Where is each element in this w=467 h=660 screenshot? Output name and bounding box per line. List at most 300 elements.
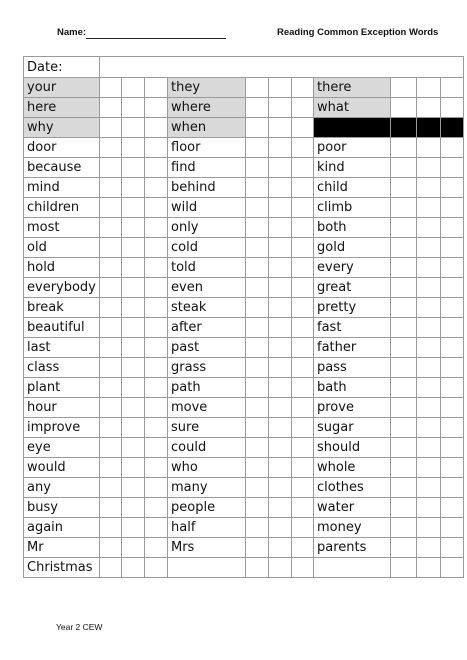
tick-box[interactable] [417,158,441,178]
tick-box[interactable] [391,178,417,198]
tick-box[interactable] [441,258,464,278]
word-row [24,398,464,418]
tick-box[interactable] [441,118,464,138]
tick-box[interactable] [122,318,145,338]
tick-box[interactable] [441,438,464,458]
tick-box[interactable] [100,158,122,178]
tick-box[interactable] [292,258,314,278]
word-cell: steak [168,298,246,318]
tick-box[interactable] [122,278,145,298]
word-cell: climb [314,198,391,218]
word-row [24,178,464,198]
tick-box[interactable] [441,498,464,518]
name-label: Name: [57,27,87,38]
tick-box[interactable] [417,358,441,378]
word-row [24,318,464,338]
tick-box[interactable] [122,478,145,498]
tick-box[interactable] [246,198,269,218]
tick-box[interactable] [441,138,464,158]
tick-box[interactable] [417,498,441,518]
tick-box[interactable] [145,518,168,538]
tick-box[interactable] [100,218,122,238]
word-cell: poor [314,138,391,158]
tick-box[interactable] [292,158,314,178]
word-row [24,438,464,458]
tick-box[interactable] [145,298,168,318]
tick-box[interactable] [246,538,269,558]
tick-box[interactable] [417,138,441,158]
tick-box[interactable] [122,398,145,418]
tick-box[interactable] [417,218,441,238]
tick-box[interactable] [292,418,314,438]
tick-box[interactable] [417,318,441,338]
tick-box[interactable] [122,218,145,238]
word-row [24,218,464,238]
tick-box[interactable] [441,198,464,218]
tick-box[interactable] [269,78,292,98]
tick-box[interactable] [391,358,417,378]
tick-box[interactable] [292,338,314,358]
tick-box[interactable] [100,518,122,538]
tick-box[interactable] [269,98,292,118]
tick-box[interactable] [100,318,122,338]
tick-box[interactable] [269,338,292,358]
tick-box[interactable] [292,458,314,478]
word-row [24,98,464,118]
tick-box[interactable] [269,478,292,498]
name-line[interactable] [86,38,226,39]
tick-box[interactable] [145,278,168,298]
tick-box[interactable] [246,358,269,378]
tick-box[interactable] [441,298,464,318]
tick-box[interactable] [100,258,122,278]
tick-box[interactable] [417,378,441,398]
tick-box[interactable] [145,418,168,438]
tick-box[interactable] [145,198,168,218]
word-cell: here [24,98,100,118]
tick-box[interactable] [100,378,122,398]
tick-box[interactable] [246,478,269,498]
tick-box[interactable] [441,178,464,198]
tick-box[interactable] [292,138,314,158]
word-cell: move [168,398,246,418]
tick-box[interactable] [391,278,417,298]
tick-box[interactable] [122,98,145,118]
tick-box[interactable] [391,538,417,558]
tick-box[interactable] [391,498,417,518]
word-row [24,358,464,378]
word-cell: half [168,518,246,538]
tick-box[interactable] [292,438,314,458]
word-cell: because [24,158,100,178]
word-cell: floor [168,138,246,158]
word-cell: Christmas [24,558,100,578]
tick-box[interactable] [417,398,441,418]
tick-box[interactable] [269,198,292,218]
worksheet-title: Reading Common Exception Words [277,27,439,38]
word-cell: many [168,478,246,498]
tick-box[interactable] [391,338,417,358]
tick-box[interactable] [269,238,292,258]
tick-box[interactable] [417,198,441,218]
tick-box[interactable] [246,378,269,398]
tick-box[interactable] [122,558,145,578]
word-cell: who [168,458,246,478]
tick-box[interactable] [441,318,464,338]
tick-box[interactable] [145,358,168,378]
word-cell: grass [168,358,246,378]
word-row [24,538,464,558]
tick-box[interactable] [269,378,292,398]
tick-box[interactable] [122,358,145,378]
tick-box[interactable] [441,218,464,238]
tick-box[interactable] [269,218,292,238]
tick-box[interactable] [417,458,441,478]
word-row [24,238,464,258]
date-row [24,57,464,78]
tick-box[interactable] [122,298,145,318]
tick-box[interactable] [269,438,292,458]
tick-box[interactable] [417,338,441,358]
tick-box[interactable] [269,418,292,438]
tick-box[interactable] [441,338,464,358]
word-row [24,458,464,478]
word-cell: they [168,78,246,98]
tick-box[interactable] [246,218,269,238]
tick-box[interactable] [246,98,269,118]
tick-box[interactable] [292,318,314,338]
tick-box[interactable] [391,198,417,218]
tick-box[interactable] [417,298,441,318]
tick-box[interactable] [246,278,269,298]
tick-box[interactable] [441,458,464,478]
tick-box[interactable] [292,238,314,258]
tick-box[interactable] [246,458,269,478]
tick-box[interactable] [441,378,464,398]
tick-box[interactable] [292,298,314,318]
tick-box[interactable] [145,558,168,578]
tick-box[interactable] [391,78,417,98]
tick-box[interactable] [391,458,417,478]
tick-box[interactable] [122,498,145,518]
word-cell: whole [314,458,391,478]
word-cell: past [168,338,246,358]
word-cell: people [168,498,246,518]
tick-box[interactable] [391,238,417,258]
word-cell: door [24,138,100,158]
tick-box[interactable] [391,298,417,318]
tick-box[interactable] [417,538,441,558]
word-cell: parents [314,538,391,558]
word-cell: find [168,158,246,178]
tick-box[interactable] [441,518,464,538]
word-cell: only [168,218,246,238]
tick-box[interactable] [391,318,417,338]
tick-box[interactable] [122,78,145,98]
word-cell: children [24,198,100,218]
footer-label: Year 2 CEW [56,622,103,632]
tick-box[interactable] [100,358,122,378]
word-cell [314,118,391,138]
tick-box[interactable] [269,278,292,298]
date-field[interactable] [100,57,464,78]
tick-box[interactable] [100,458,122,478]
tick-box[interactable] [292,178,314,198]
tick-box[interactable] [100,438,122,458]
tick-box[interactable] [391,118,417,138]
tick-box[interactable] [100,538,122,558]
tick-box[interactable] [292,518,314,538]
tick-box[interactable] [292,498,314,518]
tick-box[interactable] [122,518,145,538]
word-row [24,338,464,358]
tick-box[interactable] [122,178,145,198]
tick-box[interactable] [417,438,441,458]
tick-box[interactable] [269,318,292,338]
tick-box[interactable] [441,538,464,558]
tick-box[interactable] [100,498,122,518]
tick-box[interactable] [145,538,168,558]
tick-box[interactable] [391,98,417,118]
tick-box[interactable] [269,358,292,378]
tick-box[interactable] [145,218,168,238]
tick-box[interactable] [391,518,417,538]
word-cell: why [24,118,100,138]
date-label: Date: [24,57,100,78]
tick-box[interactable] [100,138,122,158]
tick-box[interactable] [391,378,417,398]
tick-box[interactable] [391,258,417,278]
tick-box[interactable] [417,418,441,438]
tick-box[interactable] [246,418,269,438]
word-cell: last [24,338,100,358]
tick-box[interactable] [122,118,145,138]
tick-box[interactable] [145,318,168,338]
word-cell: fast [314,318,391,338]
tick-box[interactable] [292,118,314,138]
word-cell: hour [24,398,100,418]
tick-box[interactable] [391,418,417,438]
tick-box[interactable] [269,398,292,418]
tick-box[interactable] [122,238,145,258]
tick-box[interactable] [246,178,269,198]
tick-box[interactable] [100,558,122,578]
tick-box[interactable] [269,158,292,178]
tick-box[interactable] [122,438,145,458]
tick-box[interactable] [417,558,441,578]
tick-box[interactable] [417,98,441,118]
tick-box[interactable] [145,78,168,98]
tick-box[interactable] [246,298,269,318]
tick-box[interactable] [417,278,441,298]
tick-box[interactable] [100,238,122,258]
tick-box[interactable] [441,418,464,438]
tick-box[interactable] [441,358,464,378]
word-row [24,78,464,98]
tick-box[interactable] [145,98,168,118]
word-cell: wild [168,198,246,218]
tick-box[interactable] [292,98,314,118]
tick-box[interactable] [122,378,145,398]
tick-box[interactable] [145,458,168,478]
word-row [24,118,464,138]
word-row [24,138,464,158]
word-cell [314,558,391,578]
tick-box[interactable] [100,178,122,198]
word-cell: there [314,78,391,98]
word-cell: prove [314,398,391,418]
tick-box[interactable] [145,438,168,458]
tick-box[interactable] [441,78,464,98]
tick-box[interactable] [246,238,269,258]
tick-box[interactable] [246,438,269,458]
word-cell: after [168,318,246,338]
tick-box[interactable] [145,498,168,518]
tick-box[interactable] [292,558,314,578]
tick-box[interactable] [246,558,269,578]
word-cell: plant [24,378,100,398]
word-row [24,158,464,178]
tick-box[interactable] [145,478,168,498]
word-cell: where [168,98,246,118]
tick-box[interactable] [100,118,122,138]
tick-box[interactable] [269,298,292,318]
tick-box[interactable] [122,338,145,358]
tick-box[interactable] [122,258,145,278]
tick-box[interactable] [145,178,168,198]
tick-box[interactable] [246,398,269,418]
tick-box[interactable] [417,238,441,258]
tick-box[interactable] [441,478,464,498]
tick-box[interactable] [292,78,314,98]
tick-box[interactable] [246,318,269,338]
tick-box[interactable] [391,438,417,458]
tick-box[interactable] [100,338,122,358]
tick-box[interactable] [145,138,168,158]
word-cell: most [24,218,100,238]
tick-box[interactable] [441,558,464,578]
word-row [24,298,464,318]
word-cell: busy [24,498,100,518]
tick-box[interactable] [122,418,145,438]
word-cell: cold [168,238,246,258]
tick-box[interactable] [417,258,441,278]
tick-box[interactable] [417,78,441,98]
tick-box[interactable] [246,118,269,138]
tick-box[interactable] [417,518,441,538]
tick-box[interactable] [269,558,292,578]
word-cell: Mr [24,538,100,558]
tick-box[interactable] [122,198,145,218]
word-cell: kind [314,158,391,178]
tick-box[interactable] [122,538,145,558]
tick-box[interactable] [269,518,292,538]
tick-box[interactable] [100,78,122,98]
tick-box[interactable] [292,358,314,378]
word-row [24,198,464,218]
tick-box[interactable] [100,298,122,318]
tick-box[interactable] [145,238,168,258]
tick-box[interactable] [122,458,145,478]
tick-box[interactable] [292,278,314,298]
tick-box[interactable] [122,138,145,158]
tick-box[interactable] [391,138,417,158]
tick-box[interactable] [145,258,168,278]
tick-box[interactable] [441,278,464,298]
tick-box[interactable] [292,198,314,218]
tick-box[interactable] [391,158,417,178]
tick-box[interactable] [292,538,314,558]
tick-box[interactable] [441,238,464,258]
tick-box[interactable] [100,198,122,218]
tick-box[interactable] [269,538,292,558]
word-grid [23,56,464,578]
tick-box[interactable] [269,498,292,518]
tick-box[interactable] [145,378,168,398]
tick-box[interactable] [269,258,292,278]
word-cell [168,558,246,578]
tick-box[interactable] [100,98,122,118]
tick-box[interactable] [100,278,122,298]
tick-box[interactable] [292,378,314,398]
tick-box[interactable] [269,178,292,198]
tick-box[interactable] [441,158,464,178]
word-cell: water [314,498,391,518]
tick-box[interactable] [417,118,441,138]
word-cell: clothes [314,478,391,498]
word-cell: class [24,358,100,378]
tick-box[interactable] [145,338,168,358]
tick-box[interactable] [145,398,168,418]
tick-box[interactable] [269,458,292,478]
tick-box[interactable] [100,418,122,438]
tick-box[interactable] [246,158,269,178]
tick-box[interactable] [441,398,464,418]
tick-box[interactable] [391,558,417,578]
tick-box[interactable] [246,78,269,98]
tick-box[interactable] [292,478,314,498]
tick-box[interactable] [145,118,168,138]
word-cell: gold [314,238,391,258]
tick-box[interactable] [292,398,314,418]
tick-box[interactable] [391,218,417,238]
tick-box[interactable] [246,138,269,158]
tick-box[interactable] [122,158,145,178]
word-cell: bath [314,378,391,398]
word-cell: old [24,238,100,258]
tick-box[interactable] [417,478,441,498]
tick-box[interactable] [391,478,417,498]
tick-box[interactable] [269,138,292,158]
tick-box[interactable] [246,498,269,518]
tick-box[interactable] [292,218,314,238]
tick-box[interactable] [246,338,269,358]
word-cell: told [168,258,246,278]
tick-box[interactable] [269,118,292,138]
tick-box[interactable] [391,398,417,418]
tick-box[interactable] [441,98,464,118]
tick-box[interactable] [246,258,269,278]
tick-box[interactable] [100,478,122,498]
word-row [24,258,464,278]
tick-box[interactable] [246,518,269,538]
tick-box[interactable] [100,398,122,418]
tick-box[interactable] [145,158,168,178]
tick-box[interactable] [417,178,441,198]
word-cell: break [24,298,100,318]
word-cell: Mrs [168,538,246,558]
word-row [24,418,464,438]
